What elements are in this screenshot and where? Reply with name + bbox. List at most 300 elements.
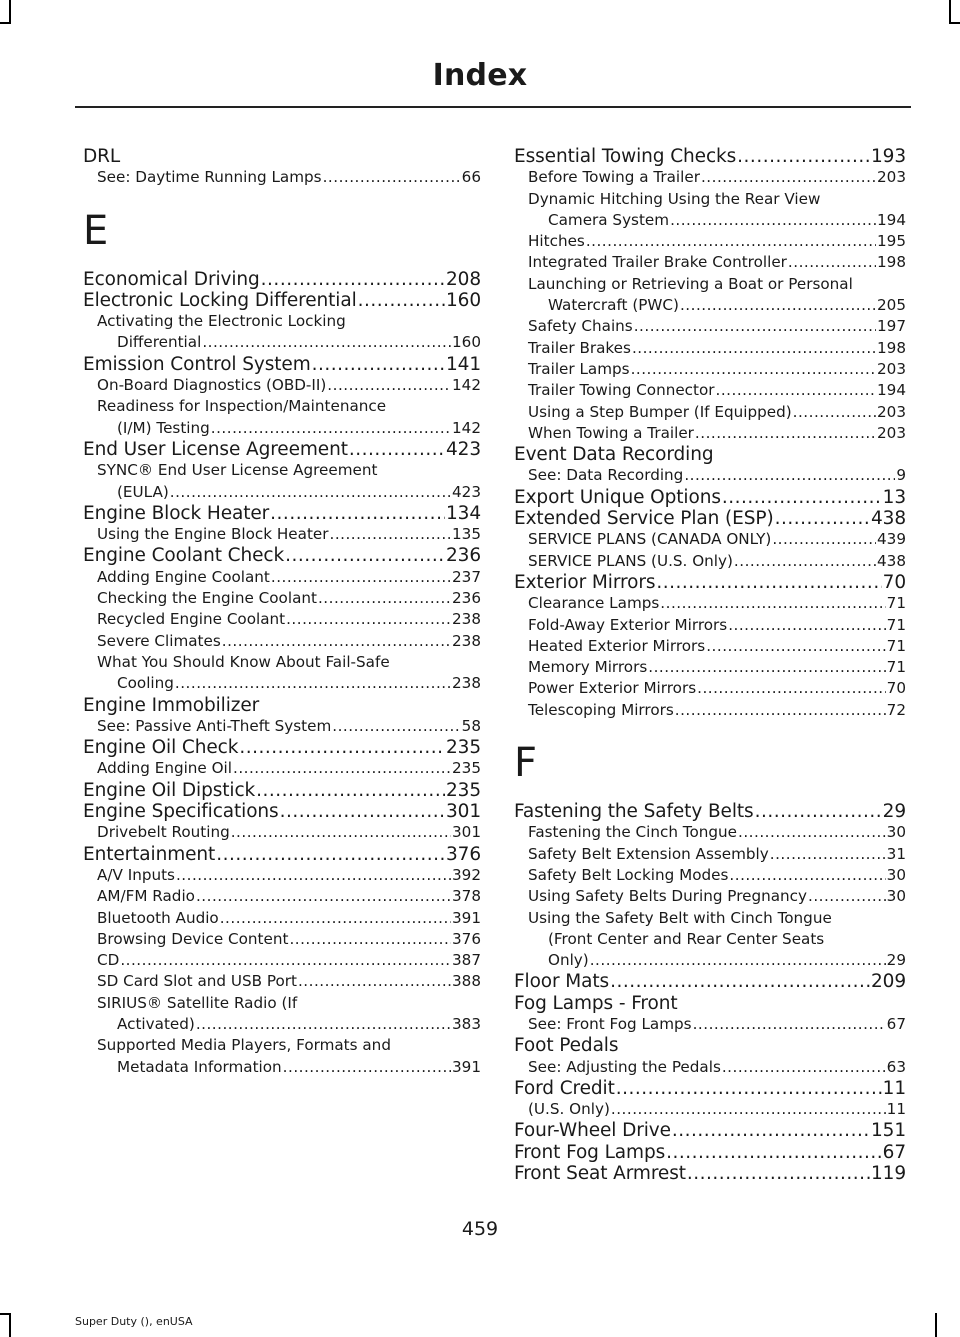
entry-page-number: 141 (445, 353, 481, 375)
entry-label: Essential Towing Checks (514, 146, 737, 167)
dot-leader (233, 758, 451, 779)
entry-page-number: 387 (452, 951, 481, 970)
entry-label: Engine Immobilizer (83, 694, 260, 716)
index-subentry (83, 1035, 481, 1056)
entry-page-number: 194 (877, 381, 906, 400)
entry-page-number: 197 (877, 317, 906, 336)
index-subentry (514, 295, 906, 316)
entry-label: When Towing a Trailer (528, 423, 694, 442)
entry-label: Recycled Engine Coolant (97, 610, 286, 629)
dot-leader (196, 886, 451, 907)
entry-label: Fold-Away Exterior Mirrors (528, 615, 728, 634)
entry-label: Before Towing a Trailer (528, 168, 700, 187)
crop-mark-top-left-v (9, 0, 11, 24)
entry-page-number: 438 (877, 551, 906, 570)
index-subentry (83, 886, 481, 907)
index-subentry (83, 631, 481, 652)
entry-label: Export Unique Options (514, 486, 721, 508)
entry-label: Activated) (117, 1014, 195, 1033)
entry-label: Launching or Retrieving a Boat or Personal (528, 274, 853, 293)
entry-label: Bluetooth Audio (97, 908, 219, 927)
entry-label: Using the Safety Belt with Cinch Tongue (528, 908, 832, 927)
index-entry (514, 572, 906, 593)
entry-page-number: 195 (877, 232, 906, 251)
entry-label: DRL (83, 146, 121, 167)
index-subentry (514, 929, 906, 950)
entry-label: (Front Center and Rear Center Seats (548, 929, 825, 948)
entry-page-number: 11 (882, 1077, 906, 1099)
index-subentry (83, 396, 481, 417)
entry-page-number: 198 (877, 253, 906, 272)
entry-label: SERVICE PLANS (U.S. Only) (528, 551, 733, 570)
dot-leader (283, 1057, 451, 1078)
entry-label: On-Board Diagnostics (OBD-II) (97, 376, 327, 395)
index-subentry (514, 359, 906, 380)
entry-label: Exterior Mirrors (514, 571, 656, 593)
dot-leader (312, 354, 445, 375)
index-subentry (514, 252, 906, 273)
index-entry (83, 780, 481, 801)
crop-mark-bottom-left-h (0, 1313, 11, 1315)
entry-label: See: Data Recording (528, 466, 684, 485)
entry-label: Trailer Lamps (528, 359, 630, 378)
index-entry (514, 146, 906, 167)
index-subentry (514, 908, 906, 929)
entry-label: Readiness for Inspection/Maintenance (97, 397, 387, 416)
dot-leader (323, 167, 461, 188)
entry-page-number: 235 (445, 737, 481, 759)
entry-label: Power Exterior Mirrors (528, 679, 697, 698)
entry-label: Cooling (117, 674, 174, 693)
entry-page-number: 236 (452, 589, 481, 608)
entry-label: Electronic Locking Differential (83, 289, 357, 311)
entry-label: Adding Engine Oil (97, 759, 232, 778)
entry-label: Severe Climates (97, 631, 221, 650)
dot-leader (610, 971, 870, 992)
entry-label: Telescoping Mirrors (528, 700, 674, 719)
entry-page-number: 238 (452, 674, 481, 693)
entry-page-number: 29 (886, 951, 906, 970)
entry-label: Front Seat Armrest (514, 1163, 686, 1185)
entry-page-number: 376 (452, 929, 481, 948)
entry-label: Activating the Electronic Locking (97, 312, 346, 331)
index-subentry (514, 678, 906, 699)
entry-label: Clearance Lamps (528, 594, 660, 613)
entry-label: Using a Step Bumper (If Equipped) (528, 402, 792, 421)
dot-leader (631, 359, 876, 380)
entry-page-number: 376 (445, 843, 481, 865)
entry-page-number: 135 (452, 525, 481, 544)
entry-label: Metadata Information (117, 1057, 282, 1076)
dot-leader (196, 1014, 451, 1035)
entry-label: SD Card Slot and USB Port (97, 972, 297, 991)
entry-label: SERVICE PLANS (CANADA ONLY) (528, 530, 772, 549)
index-entry (83, 354, 481, 375)
dot-leader (349, 439, 445, 460)
entry-label: Adding Engine Coolant (97, 567, 270, 586)
entry-page-number: 70 (886, 679, 906, 698)
entry-label: Engine Specifications (83, 801, 279, 823)
dot-leader (666, 1142, 882, 1163)
entry-label: Using the Engine Block Heater (97, 525, 329, 544)
entry-label: See: Daytime Running Lamps (97, 168, 322, 187)
entry-page-number: 71 (886, 615, 906, 634)
dot-leader (675, 700, 886, 721)
index-subentry (514, 657, 906, 678)
entry-page-number: 203 (877, 168, 906, 187)
index-section-letter: E (83, 207, 109, 254)
entry-label: Camera System (548, 210, 670, 229)
index-entry (83, 439, 481, 460)
entry-label: Front Fog Lamps (514, 1141, 666, 1163)
page-title: Index (432, 58, 528, 93)
index-entry (514, 1120, 906, 1141)
index-subentry (514, 1099, 906, 1120)
index-subentry (514, 636, 906, 657)
entry-label: See: Adjusting the Pedals (528, 1057, 721, 1076)
dot-leader (680, 295, 876, 316)
index-entry (514, 1078, 906, 1099)
dot-leader (670, 210, 876, 231)
entry-page-number: 142 (452, 418, 481, 437)
publication-info: Super Duty (), enUSA (75, 1315, 193, 1328)
entry-page-number: 238 (452, 610, 481, 629)
index-subentry (83, 993, 481, 1014)
entry-page-number: 209 (870, 971, 906, 993)
entry-label: Engine Block Heater (83, 502, 270, 524)
entry-page-number: 58 (461, 716, 481, 735)
entry-page-number: 13 (882, 486, 906, 508)
entry-label: Extended Service Plan (ESP) (514, 508, 774, 530)
index-subentry (514, 231, 906, 252)
entry-page-number: 63 (886, 1057, 906, 1076)
index-entry (514, 801, 906, 822)
entry-page-number: 301 (452, 823, 481, 842)
entry-label: Entertainment (83, 843, 216, 865)
entry-label: Checking the Engine Coolant (97, 589, 317, 608)
entry-label: Engine Coolant Check (83, 545, 285, 567)
entry-label: Safety Belt Locking Modes (528, 865, 729, 884)
entry-page-number: 423 (452, 482, 481, 501)
entry-page-number: 391 (452, 1057, 481, 1076)
entry-label: Only) (548, 951, 589, 970)
dot-leader (770, 844, 886, 865)
dot-leader (793, 402, 876, 423)
index-subentry (83, 418, 481, 439)
dot-leader (175, 673, 451, 694)
dot-leader (285, 545, 445, 566)
dot-leader (716, 380, 876, 401)
entry-label: See: Front Fog Lamps (528, 1014, 692, 1033)
entry-page-number: 235 (445, 779, 481, 801)
entry-label: Trailer Brakes (528, 338, 631, 357)
entry-page-number: 72 (886, 700, 906, 719)
dot-leader (261, 269, 445, 290)
dot-leader (298, 971, 451, 992)
index-subentry (514, 380, 906, 401)
index-subentry (514, 615, 906, 636)
index-subentry (83, 524, 481, 545)
index-subentry (83, 1057, 481, 1078)
index-subentry (514, 189, 906, 210)
dot-leader (270, 503, 445, 524)
entry-page-number: 423 (445, 438, 481, 460)
dot-leader (120, 950, 451, 971)
entry-label: Drivebelt Routing (97, 823, 230, 842)
entry-label: (EULA) (117, 482, 169, 501)
entry-page-number: 383 (452, 1014, 481, 1033)
index-subentry (83, 1014, 481, 1035)
dot-leader (202, 332, 451, 353)
entry-label: Heated Exterior Mirrors (528, 636, 706, 655)
index-subentry (83, 950, 481, 971)
entry-page-number: 67 (882, 1141, 906, 1163)
index-subentry (83, 567, 481, 588)
entry-label: SIRIUS® Satellite Radio (If (97, 993, 298, 1012)
index-entry (514, 1142, 906, 1163)
entry-page-number: 439 (877, 530, 906, 549)
entry-page-number: 205 (877, 296, 906, 315)
dot-leader (286, 609, 451, 630)
dot-leader (216, 844, 445, 865)
entry-page-number: 198 (877, 338, 906, 357)
dot-leader (722, 487, 882, 508)
crop-mark-top-left-h (0, 22, 11, 24)
index-subentry (514, 423, 906, 444)
index-subentry (83, 758, 481, 779)
entry-page-number: 71 (886, 636, 906, 655)
dot-leader (632, 338, 876, 359)
dot-leader (808, 886, 886, 907)
entry-page-number: 203 (877, 423, 906, 442)
entry-label: Fastening the Cinch Tongue (528, 823, 738, 842)
entry-label: Floor Mats (514, 971, 610, 993)
entry-page-number: 235 (452, 759, 481, 778)
entry-page-number: 438 (870, 508, 906, 530)
entry-page-number: 203 (877, 402, 906, 421)
index-column-left (83, 146, 481, 1078)
dot-leader (755, 801, 882, 822)
entry-label: CD (97, 951, 120, 970)
dot-leader (728, 615, 885, 636)
entry-page-number: 203 (877, 359, 906, 378)
entry-label: Watercraft (PWC) (548, 296, 679, 315)
entry-page-number: 236 (445, 545, 481, 567)
entry-page-number: 119 (870, 1163, 906, 1185)
entry-page-number: 391 (452, 908, 481, 927)
index-entry (83, 146, 481, 167)
entry-page-number: 11 (886, 1100, 906, 1119)
dot-leader (648, 657, 885, 678)
dot-leader (684, 465, 895, 486)
dot-leader (775, 508, 870, 529)
index-entry (83, 844, 481, 865)
index-subentry (514, 1057, 906, 1078)
entry-page-number: 30 (886, 887, 906, 906)
entry-page-number: 388 (452, 972, 481, 991)
dot-leader (289, 929, 451, 950)
dot-leader (170, 482, 451, 503)
dot-leader (634, 316, 876, 337)
entry-page-number: 66 (461, 168, 481, 187)
dot-leader (695, 423, 876, 444)
index-subentry (83, 908, 481, 929)
entry-page-number: 29 (882, 801, 906, 823)
entry-page-number: 392 (452, 865, 481, 884)
dot-leader (693, 1014, 886, 1035)
entry-page-number: 193 (870, 146, 906, 167)
entry-label: (U.S. Only) (528, 1100, 610, 1119)
dot-leader (211, 418, 451, 439)
index-subentry (514, 167, 906, 188)
entry-label: Fastening the Safety Belts (514, 801, 754, 823)
index-subentry (83, 588, 481, 609)
dot-leader (687, 1163, 870, 1184)
dot-leader (734, 551, 876, 572)
index-subentry (514, 865, 906, 886)
index-subentry (83, 673, 481, 694)
index-subentry (83, 332, 481, 353)
dot-leader (737, 146, 870, 167)
index-subentry (83, 460, 481, 481)
entry-label: Foot Pedals (514, 1035, 619, 1057)
entry-page-number: 151 (870, 1120, 906, 1142)
entry-label: Memory Mirrors (528, 658, 648, 677)
index-subentry (514, 210, 906, 231)
entry-page-number: 71 (886, 658, 906, 677)
index-entry (83, 545, 481, 566)
entry-page-number: 67 (886, 1014, 906, 1033)
dot-leader (256, 780, 445, 801)
page-number: 459 (461, 1218, 499, 1240)
dot-leader (330, 524, 452, 545)
index-subentry (514, 886, 906, 907)
entry-page-number: 30 (886, 865, 906, 884)
index-subentry (514, 822, 906, 843)
dot-leader (729, 865, 885, 886)
entry-label: Economical Driving (83, 268, 260, 290)
index-entry (514, 1163, 906, 1184)
index-subentry (83, 311, 481, 332)
entry-page-number: 31 (886, 844, 906, 863)
index-column-right (514, 146, 906, 1184)
dot-leader (706, 636, 885, 657)
index-entry (83, 695, 481, 716)
entry-page-number: 194 (877, 210, 906, 229)
dot-leader (327, 375, 451, 396)
entry-page-number: 160 (452, 333, 481, 352)
dot-leader (358, 290, 445, 311)
entry-label: Safety Belt Extension Assembly (528, 844, 769, 863)
entry-label: Fog Lamps - Front (514, 992, 678, 1014)
dot-leader (611, 1099, 886, 1120)
index-subentry (514, 338, 906, 359)
dot-leader (697, 678, 886, 699)
index-subentry (514, 844, 906, 865)
crop-mark-bottom-right-v (935, 1313, 937, 1337)
dot-leader (220, 908, 451, 929)
index-subentry (514, 274, 906, 295)
entry-label: What You Should Know About Fail-Safe (97, 652, 390, 671)
index-entry (514, 444, 906, 465)
dot-leader (701, 167, 876, 188)
crop-mark-top-right-h (949, 22, 960, 24)
index-subentry (83, 652, 481, 673)
index-subentry (83, 609, 481, 630)
index-entry (514, 971, 906, 992)
entry-label: Browsing Device Content (97, 929, 289, 948)
dot-leader (616, 1078, 882, 1099)
dot-leader (672, 1120, 870, 1141)
entry-page-number: 71 (886, 594, 906, 613)
index-entry (514, 1035, 906, 1056)
entry-label: AM/FM Radio (97, 887, 195, 906)
dot-leader (280, 801, 445, 822)
index-subentry (514, 700, 906, 721)
entry-label: Supported Media Players, Formats and (97, 1036, 391, 1055)
entry-page-number: 160 (445, 289, 481, 311)
index-entry (83, 269, 481, 290)
index-entry (83, 290, 481, 311)
entry-label: See: Passive Anti-Theft System (97, 716, 332, 735)
index-subentry (514, 950, 906, 971)
entry-page-number: 134 (445, 502, 481, 524)
entry-label: Differential (117, 333, 202, 352)
index-subentry (514, 402, 906, 423)
index-entry (514, 508, 906, 529)
index-subentry (83, 865, 481, 886)
crop-mark-top-right-v (949, 0, 951, 24)
dot-leader (722, 1057, 886, 1078)
dot-leader (772, 529, 876, 550)
entry-label: Hitches (528, 232, 585, 251)
dot-leader (738, 822, 886, 843)
dot-leader (656, 572, 881, 593)
dot-leader (176, 865, 451, 886)
entry-label: SYNC® End User License Agreement (97, 461, 378, 480)
entry-page-number: 9 (896, 466, 906, 485)
entry-page-number: 30 (886, 823, 906, 842)
index-subentry (83, 167, 481, 188)
entry-label: Safety Chains (528, 317, 633, 336)
crop-mark-bottom-left-v (9, 1313, 11, 1337)
index-subentry (83, 822, 481, 843)
dot-leader (788, 252, 876, 273)
index-entry (83, 737, 481, 758)
index-subentry (514, 465, 906, 486)
entry-label: Dynamic Hitching Using the Rear View (528, 189, 821, 208)
entry-page-number: 70 (882, 571, 906, 593)
index-subentry (83, 929, 481, 950)
entry-label: Event Data Recording (514, 444, 714, 466)
index-subentry (83, 716, 481, 737)
entry-label: Using Safety Belts During Pregnancy (528, 887, 807, 906)
dot-leader (660, 593, 885, 614)
entry-label: Ford Credit (514, 1077, 615, 1099)
dot-leader (318, 588, 451, 609)
index-subentry (514, 529, 906, 550)
index-entry (514, 993, 906, 1014)
entry-page-number: 142 (452, 376, 481, 395)
index-subentry (83, 971, 481, 992)
index-subentry (514, 316, 906, 337)
entry-label: Engine Oil Check (83, 737, 239, 759)
entry-page-number: 238 (452, 631, 481, 650)
header-divider (75, 106, 911, 108)
entry-label: Engine Oil Dipstick (83, 779, 256, 801)
entry-label: (I/M) Testing (117, 418, 210, 437)
entry-label: Integrated Trailer Brake Controller (528, 253, 787, 272)
